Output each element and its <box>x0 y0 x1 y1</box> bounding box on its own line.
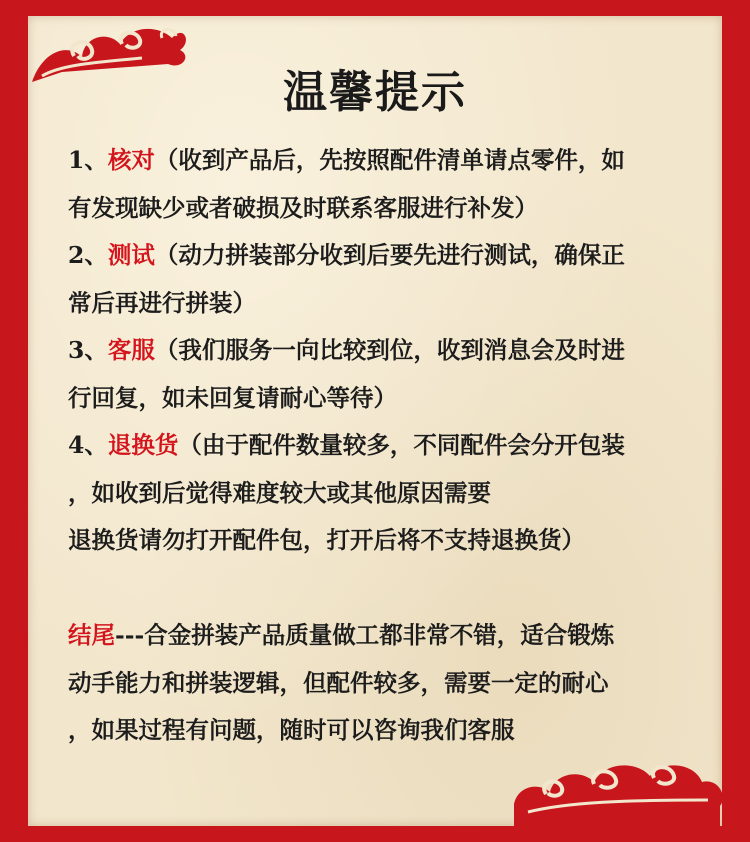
tip-line <box>68 327 693 375</box>
tip-line <box>68 422 693 470</box>
tip-line: 退换货请勿打开配件包，打开后将不支持退换货） <box>68 526 585 554</box>
tip-text: （动力拼装部分收到后要先进行测试，确保正 <box>154 241 625 269</box>
tip-item-1 <box>68 137 693 232</box>
spacer <box>68 565 693 613</box>
ending-line: ，如果过程有问题，随时可以咨询我们客服 <box>68 716 515 744</box>
tip-number: 4、 <box>68 431 108 459</box>
tip-item-3 <box>68 327 693 422</box>
tip-line: 常后再进行拼装） <box>68 288 256 317</box>
tip-text: （我们服务一向比较到位，收到消息会及时进 <box>154 336 625 364</box>
ending-text: ---合金拼装产品质量做工都非常不错，适合锻炼 <box>115 621 615 649</box>
tip-number: 3、 <box>68 336 108 364</box>
tip-number: 2、 <box>68 241 108 269</box>
page-title: 温馨提示 <box>283 67 467 118</box>
tip-line <box>68 232 693 280</box>
tip-keyword: 客服 <box>107 336 155 364</box>
tip-line <box>68 137 693 185</box>
tip-keyword: 退换货 <box>107 431 179 459</box>
tip-line: ，如收到后觉得难度较大或其他原因需要 <box>68 478 491 507</box>
ending-line: 动手能力和拼装逻辑，但配件较多，需要一定的耐心 <box>68 668 609 697</box>
tip-item-4 <box>68 422 693 565</box>
tip-number: 1、 <box>68 146 108 174</box>
tip-text: （收到产品后，先按照配件清单请点零件，如 <box>154 146 625 174</box>
ending-section <box>68 612 693 755</box>
tip-keyword: 测试 <box>107 241 155 269</box>
tips-content <box>68 137 693 755</box>
tip-line: 行回复，如未回复请耐心等待） <box>68 383 397 412</box>
tip-text: （由于配件数量较多，不同配件会分开包装 <box>178 431 625 459</box>
tip-line: 有发现缺少或者破损及时联系客服进行补发） <box>68 193 538 222</box>
ending-line <box>68 612 693 660</box>
tip-keyword: 核对 <box>107 146 155 174</box>
ending-keyword: 结尾 <box>68 621 115 649</box>
auspicious-cloud-bottom-right-icon <box>508 756 728 832</box>
tip-item-2 <box>68 232 693 327</box>
